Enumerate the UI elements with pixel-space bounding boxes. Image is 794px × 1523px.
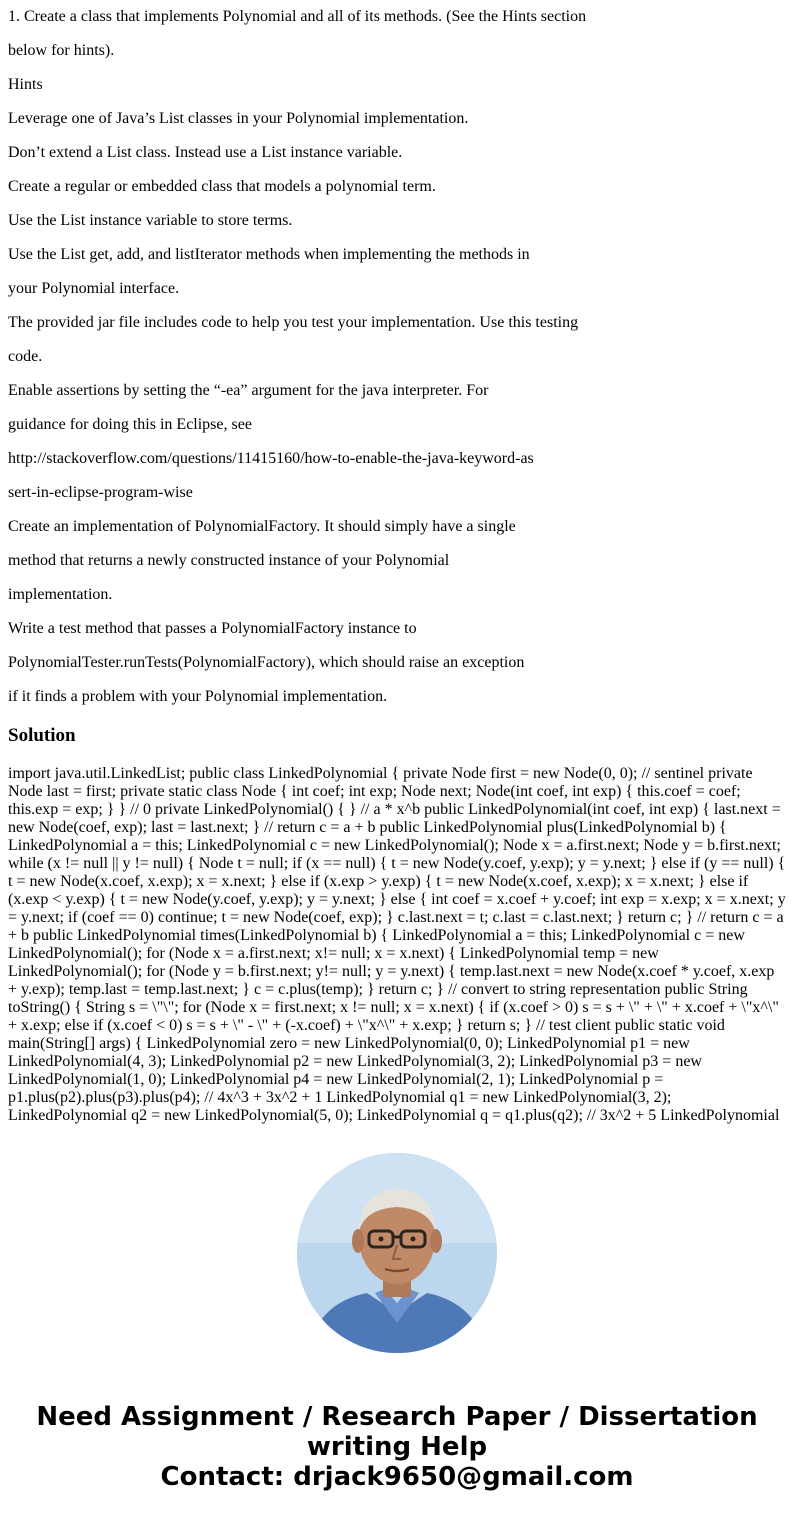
hints-heading: Hints	[8, 76, 43, 93]
question-paragraph: Don’t extend a List class. Instead use a List instance variable.	[8, 144, 403, 161]
question-paragraph: Leverage one of Java’s List classes in your Polynomial implementation.	[8, 110, 469, 127]
promo-banner	[0, 1402, 794, 1492]
question-url-part: http://stackoverflow.com/questions/11415160/how-to-enable-the-java-keyword-as	[8, 450, 534, 467]
question-url-part: sert-in-eclipse-program-wise	[8, 484, 193, 501]
question-paragraph: PolynomialTester.runTests(PolynomialFactory), which should raise an exception	[8, 654, 525, 671]
question-paragraph: Write a test method that passes a PolynomialFactory instance to	[8, 620, 417, 637]
question-paragraph: below for hints).	[8, 42, 115, 59]
question-paragraph: Create a regular or embedded class that models a polynomial term.	[8, 178, 436, 195]
question-paragraph: Use the List instance variable to store terms.	[8, 212, 293, 229]
question-text	[8, 0, 786, 714]
question-paragraph: method that returns a newly constructed instance of your Polynomial	[8, 552, 450, 569]
question-paragraph: if it finds a problem with your Polynomial implementation.	[8, 688, 388, 705]
question-paragraph: guidance for doing this in Eclipse, see	[8, 416, 252, 433]
promo-line: Need Assignment / Research Paper / Dissertation	[36, 1402, 758, 1432]
solution-heading: Solution	[8, 725, 76, 746]
question-paragraph: Enable assertions by setting the “-ea” argument for the java interpreter. For	[8, 382, 489, 399]
author-portrait-icon	[297, 1153, 497, 1353]
question-paragraph: Use the List get, add, and listIterator methods when implementing the methods in	[8, 246, 530, 263]
question-paragraph: your Polynomial interface.	[8, 280, 180, 297]
promo-line: writing Help	[306, 1432, 488, 1462]
question-paragraph: The provided jar file includes code to help you test your implementation. Use this testing	[8, 314, 579, 331]
question-paragraph: code.	[8, 348, 43, 365]
promo-contact: Contact: drjack9650@gmail.com	[160, 1462, 634, 1492]
question-paragraph: 1. Create a class that implements Polynomial and all of its methods. (See the Hints section	[8, 8, 587, 25]
question-paragraph: Create an implementation of PolynomialFactory. It should simply have a single	[8, 518, 516, 535]
solution-code: import java.util.LinkedList; public class LinkedPolynomial { private Node first = new Node(0, 0); // sentinel private Node last = first; private static class Node { int coef; int exp; Node next; Node(int coef, int exp) { this.coef = coef; this.exp = exp; } } // 0 private LinkedPolynomial() { } // a * x^b public LinkedPolynomial(int coef, int exp) { last.next = new Node(coef, exp); last = last.next; } // return c = a + b public LinkedPolynomial plus(LinkedPolynomial b) { LinkedPolynomial a = this; LinkedPolynomial c = new LinkedPolynomial(); Node x = a.first.next; Node y = b.first.next; while (x != null || y != null) { Node t = null; if (x == null) { t = new Node(y.coef, y.exp); y = y.next; } else if (y == null) { t = new Node(x.coef, x.exp); x = x.next; } else if (x.exp > y.exp) { t = new Node(x.coef, x.exp); x = x.next; } else if (x.exp < y.exp) { t = new Node(y.coef, y.exp); y = y.next; } else { int coef = x.coef + y.coef; int exp = x.exp; x = x.next; y = y.next; if (coef == 0) continue; t = new Node(coef, exp); } c.last.next = t; c.last = c.last.next; } return c; } // return c = a + b public LinkedPolynomial times(LinkedPolynomial b) { LinkedPolynomial a = this; LinkedPolynomial c = new LinkedPolynomial(); for (Node x = a.first.next; x!= null; x = x.next) { LinkedPolynomial temp = new LinkedPolynomial(); for (Node y = b.first.next; y!= null; y = y.next) { temp.last.next = new Node(x.coef * y.coef, x.exp + y.exp); temp.last = temp.last.next; } c = c.plus(temp); } return c; } // convert to string representation public String toString() { String s = \"\"; for (Node x = first.next; x != null; x = x.next) { if (x.coef > 0) s = s + \" + \" + x.coef + \"x^\" + x.exp; else if (x.coef < 0) s = s + \" - \" + (-x.coef) + \"x^\" + x.exp; } return s; } // test client public static void main(String[] args) { LinkedPolynomial zero = new LinkedPolynomial(0, 0); LinkedPolynomial p1 = new LinkedPolynomial(4, 3); LinkedPolynomial p2 = new LinkedPolynomial(3, 2); LinkedPolynomial p3 = new LinkedPolynomial(1, 0); LinkedPolynomial p4 = new LinkedPolynomial(2, 1); LinkedPolynomial p = p1.plus(p2).plus(p3).plus(p4); // 4x^3 + 3x^2 + 1 LinkedPolynomial q1 = new LinkedPolynomial(3, 2); LinkedPolynomial q2 = new LinkedPolynomial(5, 0); LinkedPolynomial q = q1.plus(q2); // 3x^2 + 5 LinkedPolynomial	[8, 765, 786, 1124]
author-avatar	[297, 1153, 497, 1353]
question-paragraph: implementation.	[8, 586, 113, 603]
